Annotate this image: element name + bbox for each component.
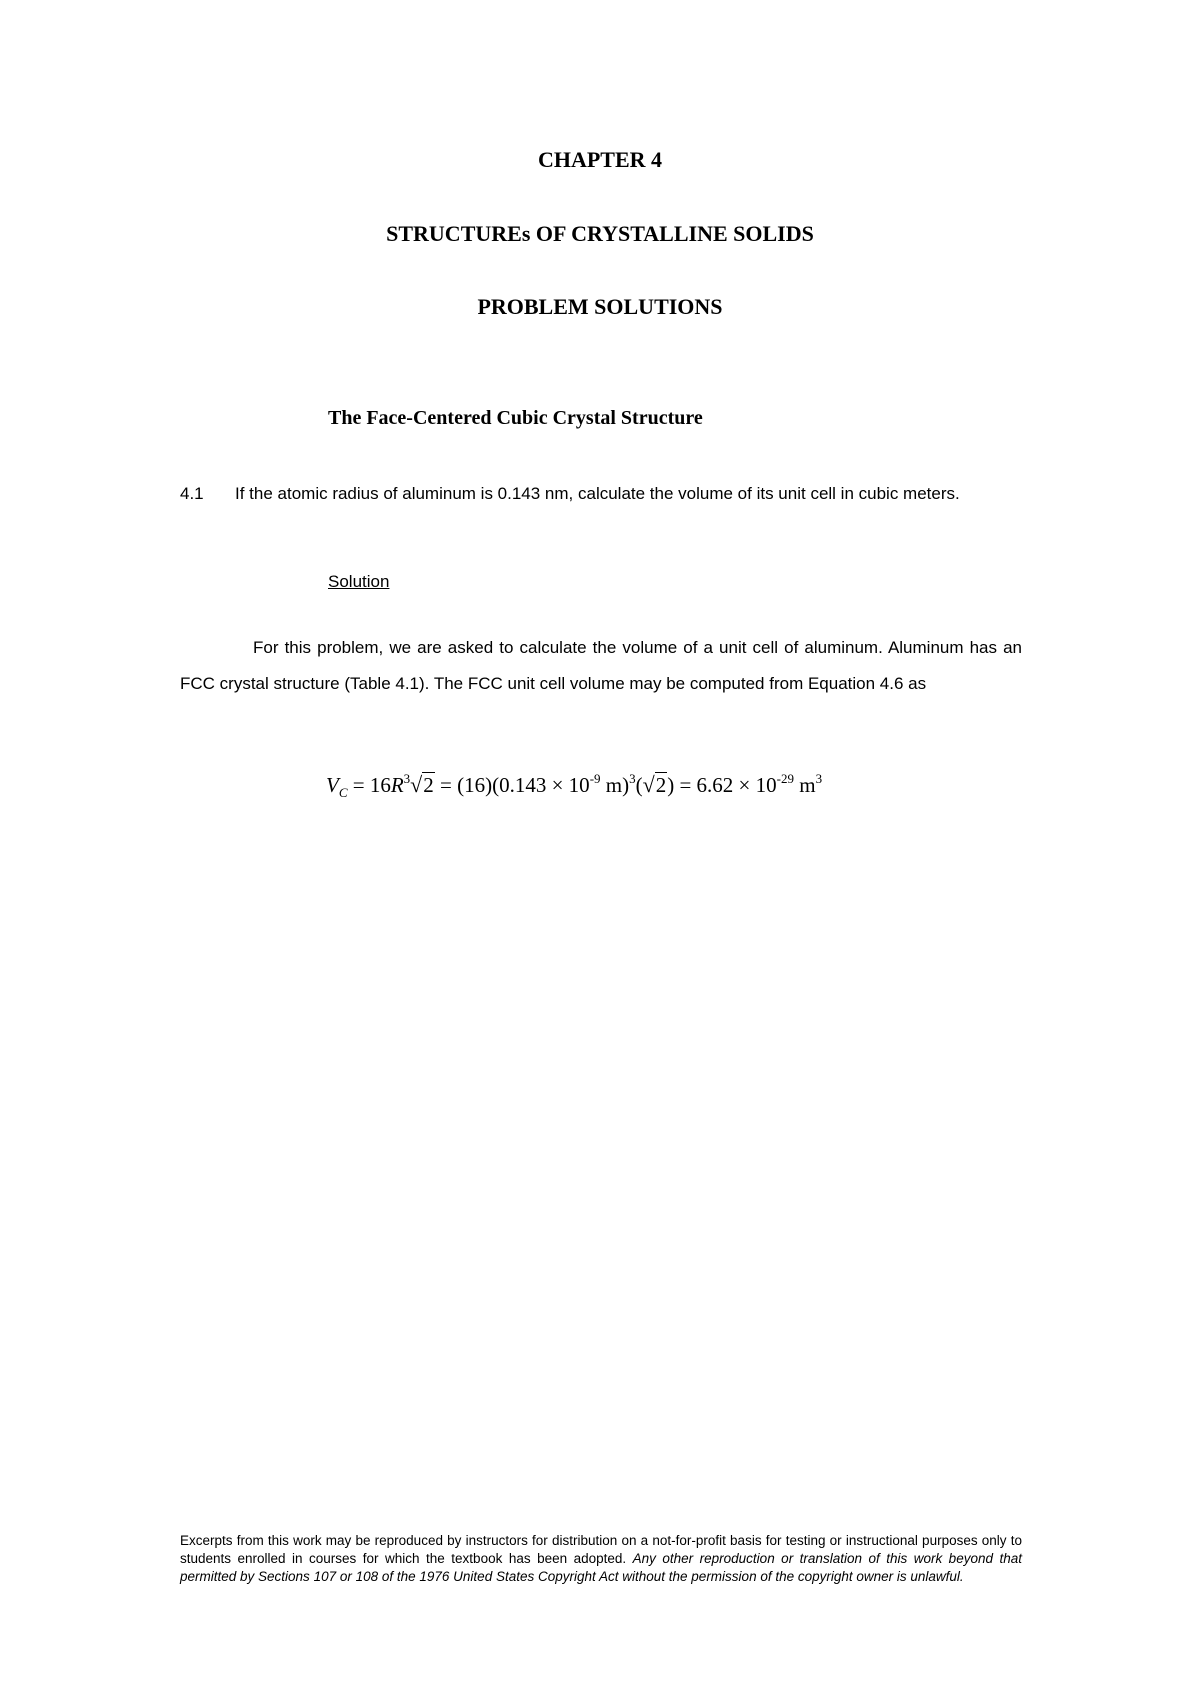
eq-result: 6.62 × 10: [696, 773, 777, 797]
sqrt-icon: √2: [410, 772, 434, 797]
eq-equals-1: =: [352, 773, 365, 797]
footer-notice: Excerpts from this work may be reproduced by instructors for distribution on a not-for-profit basis for testing or instructional purposes only to students enrolled in courses for which the textbook has been adopted.: [180, 1533, 1022, 1566]
eq-base-exp: -9: [589, 771, 601, 786]
sqrt-icon: √2: [642, 772, 667, 797]
eq-sqrt-arg2: 2: [655, 773, 667, 797]
eq-sqrt-arg: 2: [423, 773, 434, 797]
eq-result-unit: m: [793, 773, 816, 797]
eq-base-unit: m): [600, 773, 630, 797]
eq-coef: 16: [369, 773, 391, 797]
footer-legal: Any other reproduction or translation of this work beyond that permitted by Sections 107 or 108 of the 1976 United States Copyright Act without the permission of the copyright owner is unlawful.: [180, 1551, 1022, 1584]
eq-lhs-var: V: [326, 773, 339, 797]
section-title: The Face-Centered Cubic Crystal Structure: [328, 407, 703, 429]
eq-r-var: R: [390, 773, 404, 797]
eq-lhs-sub: C: [338, 785, 348, 800]
solution-paragraph: For this problem, we are asked to calculate the volume of a unit cell of aluminum. Aluminum has an FCC crystal structure (Table 4.1). The FCC unit cell volume may be computed from Equation 4.6 as: [180, 638, 1022, 693]
volume-equation: $V_C = 16R^3√2 = (16)(0.143 \times 10^{-9}$ $m)^3(√2) = 6.62 \times 10^{-29}$ $m^3$: [326, 771, 823, 800]
copyright-footer: [180, 1532, 1022, 1586]
eq-equals-2: =: [440, 773, 452, 797]
chapter-title: STRUCTUREs OF CRYSTALLINE SOLIDS: [386, 221, 814, 246]
problem-block: [180, 476, 1022, 512]
solution-label: Solution: [328, 572, 390, 591]
problem-number: 4.1: [180, 484, 204, 503]
eq-result-exp: -29: [776, 771, 794, 786]
eq-equals-3: =: [679, 773, 692, 797]
eq-base-pow: 3: [629, 771, 636, 786]
problem-solutions-heading: PROBLEM SOLUTIONS: [477, 294, 723, 319]
chapter-heading: CHAPTER 4: [537, 147, 663, 172]
eq-r-exp: 3: [403, 771, 411, 786]
eq-result-unit-exp: 3: [815, 771, 823, 786]
eq-base-open: (0.143 × 10: [492, 773, 590, 797]
eq-factor1: (16): [457, 773, 493, 797]
problem-statement: If the atomic radius of aluminum is 0.143 nm, calculate the volume of its unit cell in cubic meters.: [235, 484, 960, 503]
